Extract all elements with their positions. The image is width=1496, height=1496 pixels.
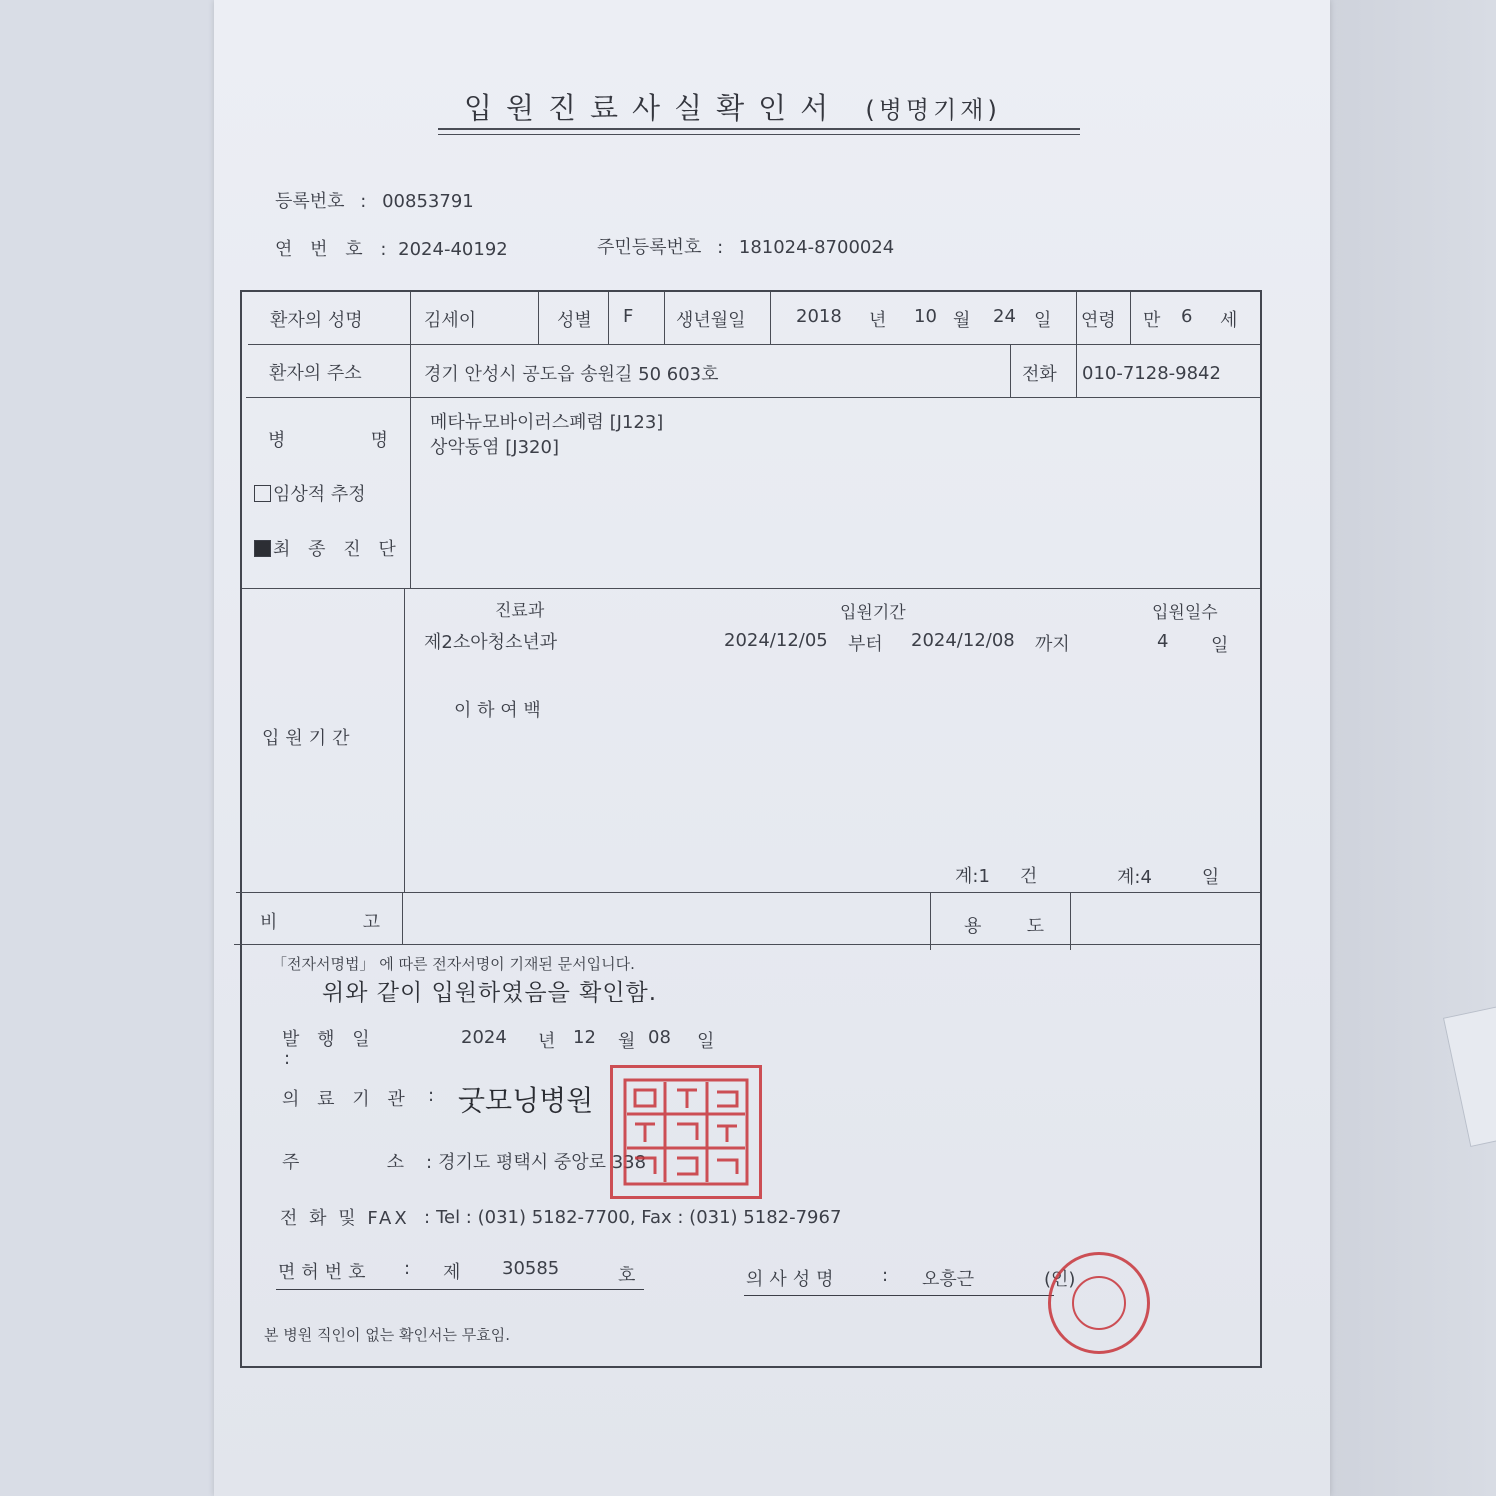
col-dept-header: 진료과 — [495, 601, 545, 621]
institution-colon: : — [428, 1085, 435, 1106]
total-cases: 계:1 건 — [955, 866, 1038, 887]
document-title-sub: (병명기재) — [865, 96, 1001, 124]
final-diagnosis-row — [254, 535, 402, 561]
serial-value: 2024-40192 — [398, 239, 508, 260]
col-divider — [664, 292, 665, 344]
period-to-suffix: 까지 — [1035, 634, 1070, 655]
row-divider — [236, 892, 1260, 893]
phone-label: 전화 — [1022, 364, 1057, 385]
title-underline-2 — [438, 134, 1080, 135]
serial-label: 연 번 호 — [275, 239, 369, 260]
institution-label: 의 료 기 관 — [282, 1089, 411, 1110]
age-unit: 세 — [1220, 310, 1238, 331]
period-to: 2024/12/08 — [911, 630, 1015, 651]
label-col-divider — [402, 892, 403, 944]
invalid-note: 본 병원 직인이 없는 확인서는 무효임. — [264, 1326, 510, 1344]
col-divider — [770, 292, 771, 344]
dob-unit-day: 일 — [1034, 310, 1052, 331]
clinical-label: 임상적 추정 — [273, 484, 366, 505]
col-period-header: 입원기간 — [840, 603, 906, 623]
patient-name: 김세이 — [424, 310, 477, 331]
title-underline — [438, 128, 1080, 130]
period-from: 2024/12/05 — [724, 630, 828, 651]
diagnosis-item: 상악동염 [J320] — [430, 437, 559, 458]
license-underline — [276, 1289, 644, 1290]
reg-no-row: 등록번호 : 00853791 — [275, 191, 474, 212]
dob-year: 2018 — [796, 306, 842, 327]
patient-phone: 010-7128-9842 — [1082, 363, 1221, 384]
clinical-estimate-row — [254, 480, 366, 506]
col-divider — [1010, 344, 1011, 397]
row-divider — [242, 588, 1260, 589]
doctor-label: 의사성명 — [746, 1269, 840, 1290]
certification-statement: 위와 같이 입원하였음을 확인함. — [322, 980, 658, 1006]
license-number: 30585 — [502, 1258, 560, 1279]
license-prefix: 제 — [443, 1262, 461, 1283]
patient-address: 경기 안성시 공도읍 송원길 50 603호 — [424, 364, 719, 385]
doctor-underline — [744, 1295, 1054, 1296]
doctor-seal-mark: (인) — [1044, 1269, 1076, 1290]
diagnosis-item: 메타뉴모바이러스폐렴 [J123] — [430, 412, 664, 433]
final-checkbox — [254, 540, 271, 557]
hospital-address: : 경기도 평택시 중앙로 338 — [426, 1152, 647, 1173]
issue-year: 2024 — [461, 1027, 507, 1048]
contact-label: 전 화 및 FAX — [280, 1208, 410, 1229]
col-divider — [1076, 292, 1077, 397]
blank-note: 이 하 여 백 — [454, 700, 541, 721]
sex-value: F — [623, 306, 634, 327]
license-colon: : — [404, 1258, 411, 1279]
contact-value: : Tel : (031) 5182-7700, Fax : (031) 5182-7967 — [424, 1207, 842, 1228]
col-divider — [1130, 292, 1131, 344]
issue-date-label: 발 행 일 — [282, 1029, 376, 1050]
final-label: 최 종 진 단 — [273, 539, 402, 560]
rrn-value: 181024-8700024 — [738, 237, 895, 258]
issue-date-colon: : — [284, 1048, 291, 1069]
clinical-checkbox — [254, 485, 271, 502]
days-value: 4 — [1157, 631, 1169, 652]
label-col-divider — [410, 292, 411, 588]
period-from-suffix: 부터 — [848, 634, 883, 655]
age-value: 6 — [1181, 306, 1193, 327]
dob-label: 생년월일 — [676, 310, 746, 331]
reg-no-label: 등록번호 — [275, 191, 345, 212]
issue-unit-month: 월 — [618, 1031, 636, 1052]
doctor-colon: : — [882, 1265, 889, 1286]
col-divider — [1070, 892, 1071, 950]
remarks-label: 비 고 — [260, 912, 380, 933]
row-divider — [234, 944, 1260, 945]
issue-day: 08 — [648, 1027, 671, 1048]
license-label: 면허번호 — [278, 1262, 372, 1283]
issue-unit-year: 년 — [538, 1031, 556, 1052]
dept-value: 제2소아청소년과 — [424, 632, 558, 653]
row-divider — [248, 344, 1260, 345]
admission-label: 입원기간 — [262, 728, 356, 749]
hospital-name: 굿모닝병원 — [458, 1084, 594, 1117]
address-label: 환자의 주소 — [269, 363, 362, 384]
dob-month: 10 — [914, 306, 937, 327]
col-divider — [538, 292, 539, 344]
issue-month: 12 — [573, 1027, 596, 1048]
hospital-address-label: 주 소 — [282, 1152, 404, 1173]
dob-day: 24 — [993, 306, 1016, 327]
esign-note: 「전자서명법」 에 따른 전자서명이 기재된 문서입니다. — [272, 955, 635, 973]
rrn-row: 주민등록번호 : 181024-8700024 — [597, 237, 895, 258]
dob-unit-year: 년 — [869, 310, 887, 331]
hospital-seal-stamp — [610, 1065, 762, 1199]
col-divider — [930, 892, 931, 950]
doctor-name: 오흥근 — [922, 1269, 975, 1290]
serial-row: 연 번 호 : 2024-40192 — [275, 239, 508, 260]
rrn-label: 주민등록번호 — [597, 237, 702, 258]
sex-label: 성별 — [557, 310, 592, 331]
days-unit: 일 — [1211, 635, 1229, 656]
license-suffix: 호 — [618, 1265, 636, 1286]
patient-name-label: 환자의 성명 — [270, 310, 363, 331]
label-col-divider — [404, 588, 405, 892]
age-label: 연령 — [1081, 310, 1116, 331]
row-divider — [246, 397, 1260, 398]
desk-background — [1330, 0, 1496, 1496]
doctor-seal-stamp — [1048, 1252, 1150, 1354]
age-prefix: 만 — [1143, 310, 1161, 331]
reg-no-value: 00853791 — [382, 191, 474, 212]
total-days: 계:4 일 — [1117, 867, 1220, 888]
document-title: 입원진료사실확인서 (병명기재) — [464, 91, 1001, 125]
col-days-header: 입원일수 — [1152, 603, 1218, 623]
dob-unit-month: 월 — [953, 310, 971, 331]
purpose-label: 용 도 — [964, 916, 1044, 937]
col-divider — [608, 292, 609, 344]
issue-unit-day: 일 — [697, 1031, 715, 1052]
diagnosis-label: 병 명 — [268, 430, 388, 451]
